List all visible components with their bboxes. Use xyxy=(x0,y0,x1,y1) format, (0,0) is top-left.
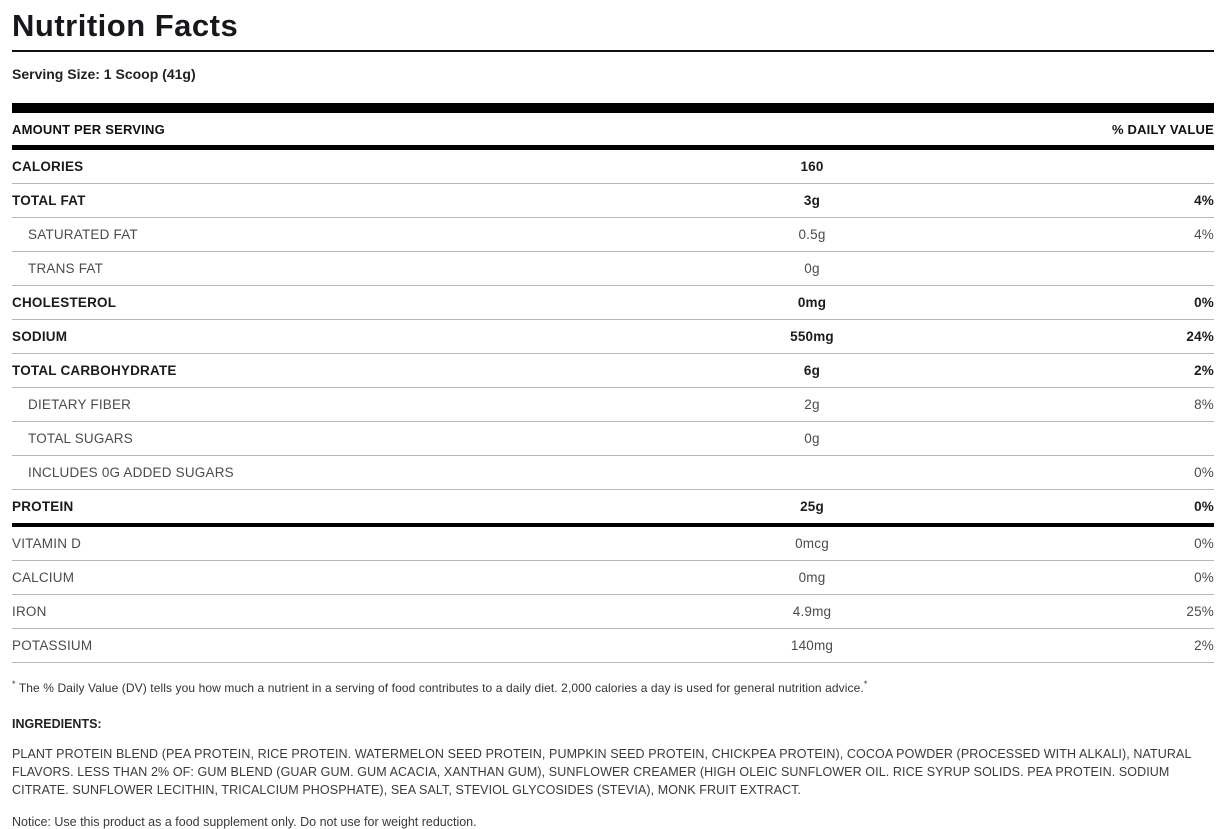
nutrient-daily-value: 8% xyxy=(1194,397,1214,412)
nutrient-daily-value: 4% xyxy=(1194,193,1214,208)
nutrition-rows xyxy=(12,150,1214,663)
nutrition-row-total-sugars xyxy=(12,422,1214,456)
nutrient-amount: 0g xyxy=(804,431,820,446)
nutrition-row-protein xyxy=(12,490,1214,527)
table-column-header xyxy=(12,113,1214,150)
nutrition-row-total-carbohydrate xyxy=(12,354,1214,388)
nutrient-name: CHOLESTEROL xyxy=(12,295,117,310)
nutrient-amount: 0mg xyxy=(798,570,826,585)
nutrient-name: TRANS FAT xyxy=(28,261,104,276)
footnote-marker-leading: * xyxy=(12,679,16,689)
nutrient-name: DIETARY FIBER xyxy=(28,397,132,412)
nutrient-daily-value: 0% xyxy=(1194,465,1214,480)
nutrient-name: IRON xyxy=(12,604,47,619)
nutrient-name: VITAMIN D xyxy=(12,536,82,551)
nutrient-amount: 0mcg xyxy=(795,536,829,551)
nutrient-name: SODIUM xyxy=(12,329,68,344)
nutrient-name: PROTEIN xyxy=(12,499,74,514)
ingredients-list: PLANT PROTEIN BLEND (PEA PROTEIN, RICE PROTEIN. WATERMELON SEED PROTEIN, PUMPKIN SEED PROTEIN, CHICKPEA PROTEIN), COCOA POWDER (PROCESSED WITH ALKALI), NATURAL FLAVORS. LESS THAN 2% OF: GUM BLEND (GUAR GUM. GUM ACACIA, XANTHAN GUM), SUNFLOWER CREAMER (HIGH OLEIC SUNFLOWER OIL. RICE SYRUP SOLIDS. PEA PROTEIN. SODIUM CITRATE. SUNFLOWER LECITHIN, TRICALCIUM PHOSPHATE), SEA SALT, STEVIOL GLYCOSIDES (STEVIA), MONK FRUIT EXTRACT. xyxy=(12,747,1192,798)
nutrition-row-calcium xyxy=(12,561,1214,595)
nutrient-amount: 2g xyxy=(804,397,820,412)
nutrient-daily-value: 2% xyxy=(1194,363,1214,378)
nutrient-name: TOTAL CARBOHYDRATE xyxy=(12,363,177,378)
nutrient-name: TOTAL FAT xyxy=(12,193,86,208)
daily-value-header: % DAILY VALUE xyxy=(1111,122,1214,137)
nutrition-row-vitamin-d xyxy=(12,527,1214,561)
nutrient-daily-value: 2% xyxy=(1194,638,1214,653)
nutrient-amount: 160 xyxy=(800,159,824,174)
nutrition-row-potassium xyxy=(12,629,1214,663)
nutrient-daily-value: 0% xyxy=(1194,295,1214,310)
nutrient-name: CALORIES xyxy=(12,159,84,174)
nutrient-daily-value: 0% xyxy=(1194,499,1214,514)
nutrient-amount: 3g xyxy=(803,193,821,208)
nutrient-daily-value: 25% xyxy=(1186,604,1214,619)
nutrient-name: CALCIUM xyxy=(12,570,75,585)
nutrition-row-calories xyxy=(12,150,1214,184)
nutrition-row-saturated-fat xyxy=(12,218,1214,252)
nutrition-row-total-fat xyxy=(12,184,1214,218)
nutrition-row-trans-fat xyxy=(12,252,1214,286)
nutrient-daily-value: 24% xyxy=(1186,329,1214,344)
nutrient-amount: 550mg xyxy=(790,329,834,344)
nutrient-name: SATURATED FAT xyxy=(28,227,138,242)
notice-text: Notice: Use this product as a food supplement only. Do not use for weight reduction. xyxy=(12,815,477,829)
nutrition-row-dietary-fiber xyxy=(12,388,1214,422)
nutrition-row-includes-0g-added-sugars xyxy=(12,456,1214,490)
nutrient-amount: 6g xyxy=(803,363,821,378)
nutrient-name: POTASSIUM xyxy=(12,638,93,653)
nutrient-daily-value: 0% xyxy=(1194,536,1214,551)
nutrient-amount: 0g xyxy=(804,261,820,276)
nutrient-amount: 140mg xyxy=(790,638,834,653)
nutrient-daily-value: 0% xyxy=(1194,570,1214,585)
nutrient-daily-value: 4% xyxy=(1194,227,1214,242)
serving-size: Serving Size: 1 Scoop (41g) xyxy=(12,66,196,82)
footnote-marker-trailing: * xyxy=(863,679,868,689)
daily-value-footnote xyxy=(12,679,1214,695)
nutrition-row-iron xyxy=(12,595,1214,629)
ingredients-heading: INGREDIENTS: xyxy=(12,717,102,731)
nutrition-facts-title: Nutrition Facts xyxy=(12,8,1214,52)
nutrition-row-sodium xyxy=(12,320,1214,354)
nutrient-amount: 0.5g xyxy=(798,227,826,242)
nutrient-name: INCLUDES 0G ADDED SUGARS xyxy=(28,465,234,480)
amount-per-serving-header: AMOUNT PER SERVING xyxy=(12,122,165,137)
top-divider-bar xyxy=(12,103,1214,113)
nutrition-row-cholesterol xyxy=(12,286,1214,320)
nutrient-name: TOTAL SUGARS xyxy=(28,431,133,446)
nutrient-amount: 25g xyxy=(800,499,824,514)
nutrient-amount: 0mg xyxy=(797,295,827,310)
footnote-text: The % Daily Value (DV) tells you how much a nutrient in a serving of food contributes to a daily diet. 2,000 calories a day is used for general nutrition advice. xyxy=(18,681,864,695)
nutrient-amount: 4.9mg xyxy=(792,604,832,619)
